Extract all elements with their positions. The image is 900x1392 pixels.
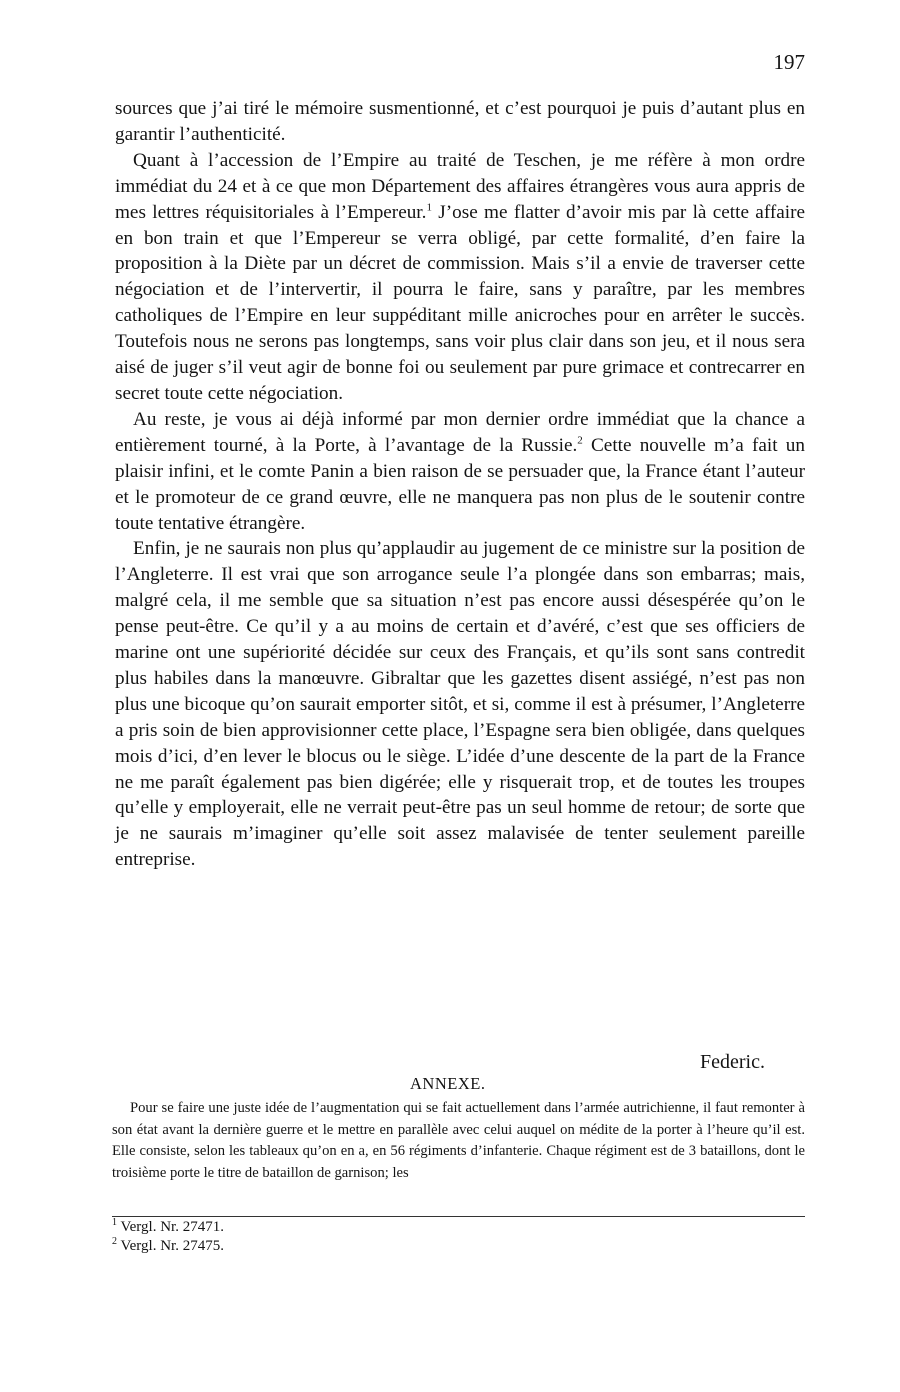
paragraph-4: Enfin, je ne saurais non plus qu’applaudir au jugement de ce ministre sur la position de l’Angleterre. Il est vrai que son arrogance seule l’a plongée dans son embarras; mais, malgré cela, il me semble que sa situation n’est pas encore aussi désespérée qu’on le pense peut-être. Ce qu’il y a au moins de certain et d’avéré, c’est que ses officiers de marine ont une supériorité décidée sur ceux des Français, et qu’ils sont sans contredit plus habiles dans la manœuvre. Gibraltar que les gazettes disent assiégé, n’est pas non plus une bicoque qu’on saurait emporter sitôt, et si, comme il est à présumer, l’Angleterre a pris soin de bien approvisionner cette place, l’Espagne sera bien obligée, dans quelques mois d’ici, d’en lever le blocus ou le siège. L’idée d’une descente de la part de la France ne me paraît également pas bien digérée; elle y risquerait trop, et de toutes les troupes qu’elle y employerait, elle ne verrait peut-être pas un seul homme de retour; de sorte que je ne saurais m’imaginer qu’elle soit assez malavisée de tenter seulement pareille entreprise. [115,538,805,871]
body-text [115,96,805,873]
footnotes [112,1218,224,1256]
footnote-1-text: Vergl. Nr. 27471. [120,1219,224,1235]
footnote-divider [112,1216,805,1217]
footnote-1-mark: 1 [112,1217,117,1228]
footnote-1 [112,1218,224,1237]
signature: Federic. [700,1051,765,1073]
annex-text [112,1098,805,1184]
paragraph-2-continued: J’ose me flatter d’avoir mis par là cette affaire en bon train et que l’Empereur se verra obligé, par cette formalité, d’en faire la proposition à la Diète par un décret de commission. Mais s’il a envie de traverser cette négociation et de l’intervertir, il pourra le faire, sans y paraître, par les membres catholiques de l’Empire en leur suppéditant mille anicroches pour en arrêter le succès. Toutefois nous ne serons pas longtemps, sans voir plus clair dans son jeu, et il nous sera aisé de juger s’il veut agir de bonne foi ou seulement par pure grimace et contrecarrer en secret toute cette négociation. [115,201,806,404]
footnote-2-mark: 2 [112,1236,117,1247]
paragraph-3-text: Au reste, je vous ai déjà informé par mon dernier ordre immédiat que la chance a entièrement tourné, à la Porte, à l’avantage de la Russie. [115,408,805,456]
paragraph-3 [115,407,805,537]
annex-title: ANNEXE. [410,1074,486,1093]
paragraph-3-continued: Cette nouvelle m’a fait un plaisir infini, et le comte Panin a bien raison de se persuader que, la France étant l’auteur et le promoteur de ce grand œuvre, elle ne manquera pas non plus de le soutenir contre toute tentative étrangère. [115,434,805,534]
footnote-2 [112,1237,224,1256]
paragraph-2 [115,148,805,407]
annex-paragraph: Pour se faire une juste idée de l’augmentation qui se fait actuellement dans l’armée autrichienne, il faut remonter à son état avant la dernière guerre et le mettre en parallèle avec celui auquel on médite de la porter à l’heure qu’il est. Elle consiste, selon les tableaux qu’on en a, en 56 régiments d’infanterie. Chaque régiment est de 3 bataillons, dont le troisième porte le titre de bataillon de garnison; les [112,1100,805,1181]
footnote-ref-1: 1 [426,201,432,214]
paragraph-1: sources que j’ai tiré le mémoire susmentionné, et c’est pourquoi je puis d’autant plus en garantir l’authenticité. [115,98,805,145]
paragraph-2-text: Quant à l’accession de l’Empire au traité de Teschen, je me réfère à mon ordre immédiat du 24 et à ce que mon Département des affaires étrangères vous aura appris de mes lettres réquisitoriales à l’Empereur. [115,149,805,223]
page-number: 197 [773,50,805,74]
footnote-2-text: Vergl. Nr. 27475. [120,1238,224,1254]
footnote-ref-2: 2 [577,434,583,447]
